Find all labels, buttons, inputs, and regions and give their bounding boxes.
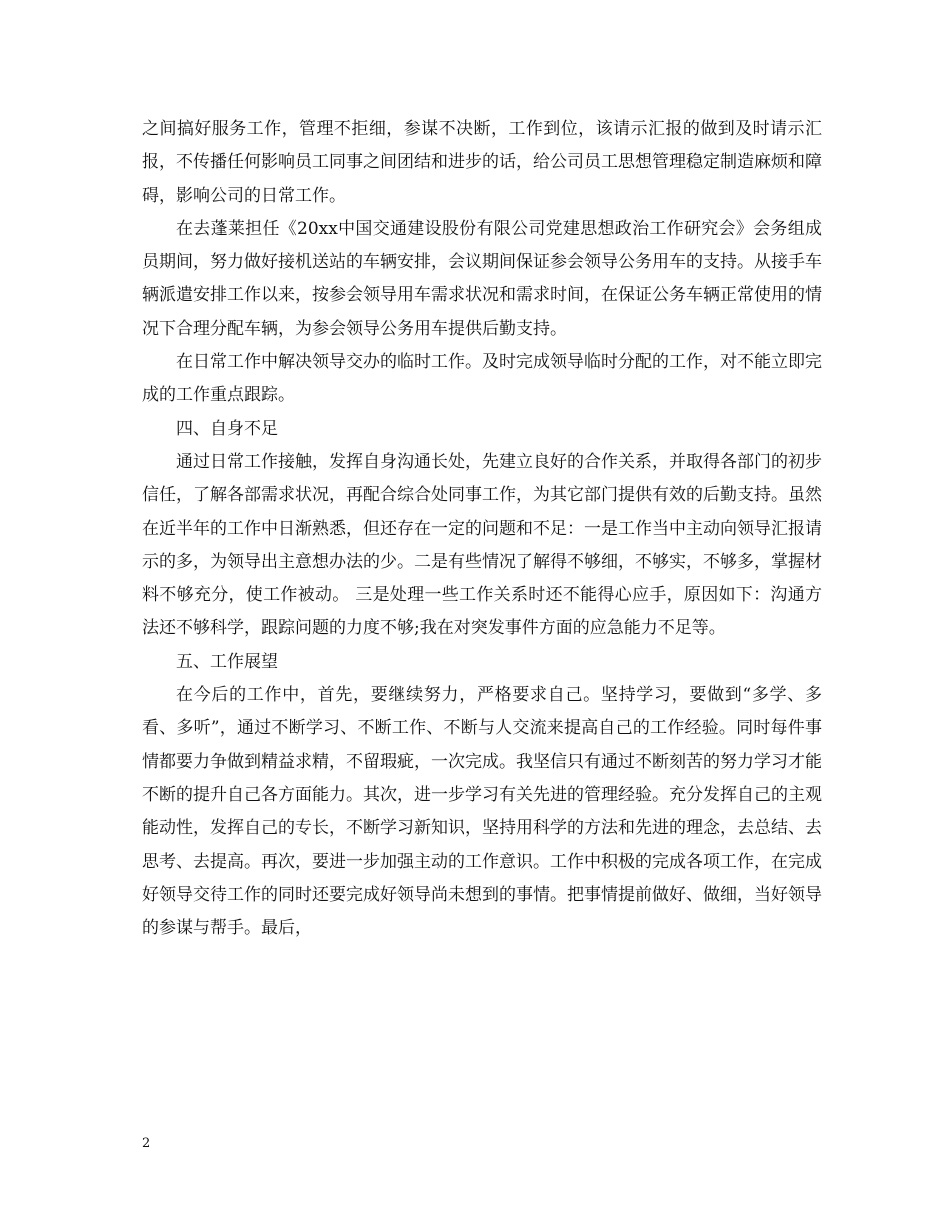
paragraph-temporary-tasks: 在日常工作中解决领导交办的临时工作。及时完成领导临时分配的工作，对不能立即完成的工作重点跟踪。: [142, 352, 822, 406]
paragraph-outlook: 在今后的工作中，首先，要继续努力，严格要求自己。坚持学习，要做到“多学、多看、多听”，通过不断学习、不断工作、不断与人交流来提高自己的工作经验。同时每件事情都要力争做到精益求精，不留瑕疵，一次完成。我坚信只有通过不断刻苦的努力学习才能不断的提升自己各方面能力。其次，进一步学习有关先进的管理经验。充分发挥自己的主观能动性，发挥自己的专长，不断学习新知识，坚持用科学的方法和先进的理念，去总结、去思考、去提高。再次，要进一步加强主动的工作意识。工作中积极的完成各项工作，在完成好领导交待工作的同时还要完成好领导尚未想到的事情。把事情提前做好、做细，当好领导的参谋与帮手。最后，: [142, 685, 822, 939]
paragraph-service-work: 之间搞好服务工作，管理不拒细，参谋不决断，工作到位，该请示汇报的做到及时请示汇报，不传播任何影响员工同事之间团结和进步的话，给公司员工思想管理稳定制造麻烦和障碍，影响公司的日常工作。: [142, 119, 822, 206]
section-heading-outlook: 五、工作展望: [176, 651, 278, 672]
section-heading-shortcomings: 四、自身不足: [176, 418, 278, 439]
paragraph-penglai-conference: 在去蓬莱担任《20xx中国交通建设股份有限公司党建思想政治工作研究会》会务组成员期间，努力做好接机送站的车辆安排，会议期间保证参会领导公务用车的支持。从接手车辆派遣安排工作以来，按参会领导用车需求状况和需求时间，在保证公务车辆正常使用的情况下合理分配车辆，为参会领导公务用车提供后勤支持。: [142, 218, 822, 339]
body-text: [142, 113, 822, 945]
page-number: 2: [142, 1136, 151, 1151]
paragraph-shortcomings: 通过日常工作接触，发挥自身沟通长处，先建立良好的合作关系，并取得各部门的初步信任，了解各部需求状况，再配合综合处同事工作，为其它部门提供有效的后勤支持。虽然在近半年的工作中日渐熟悉，但还存在一定的问题和不足：一是工作当中主动向领导汇报请示的多，为领导出主意想办法的少。二是有些情况了解得不够细，不够实，不够多，掌握材料不够充分，使工作被动。 三是处理一些工作关系时还不能得心应手，原因如下：沟通方法还不够科学，跟踪问题的力度不够;我在对突发事件方面的应急能力不足等。: [142, 451, 822, 639]
